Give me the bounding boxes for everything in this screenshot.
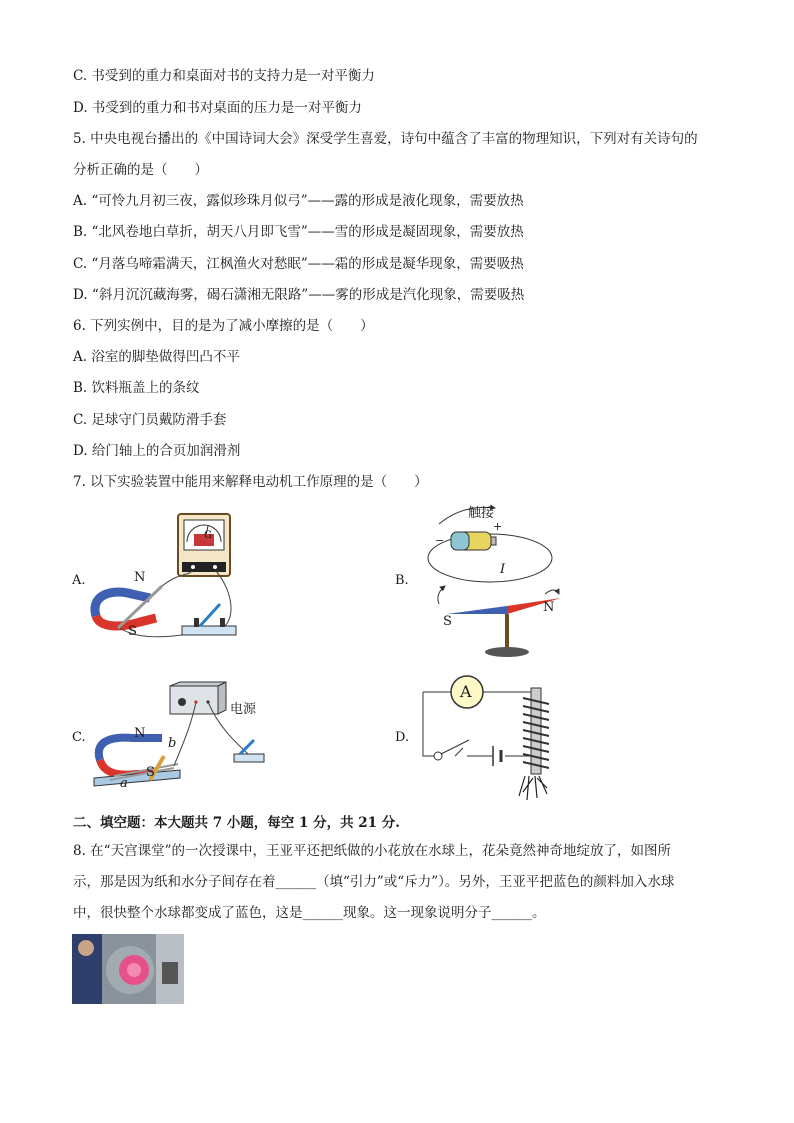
figure-b-s: S	[443, 614, 452, 629]
figure-d-drawing	[395, 668, 565, 808]
figure-c-n: N	[134, 726, 146, 741]
option-d-q4: D. 书受到的重力和书对桌面的压力是一对平衡力	[73, 100, 362, 116]
figure-a-drawing	[70, 510, 240, 645]
figure-b-current: I	[500, 562, 506, 577]
figure-d-label: D.	[395, 730, 410, 745]
figure-b-plus: +	[493, 520, 503, 533]
question-7: 7. 以下实验装置中能用来解释电动机工作原理的是（ ）	[73, 474, 428, 490]
figure-a	[70, 510, 240, 645]
question-6: 6. 下列实例中，目的是为了减小摩擦的是（ ）	[73, 318, 374, 334]
figure-a-g: G	[204, 530, 212, 541]
question-5-line2: 分析正确的是（ ）	[73, 162, 208, 178]
figure-d-ammeter: A	[460, 682, 472, 701]
figure-c-label: C.	[72, 730, 86, 745]
question-8-line1: 8. 在“天宫课堂”的一次授课中，王亚平还把纸做的小花放在水球上，花朵竟然神奇地绽放了，如图所	[73, 843, 671, 859]
figure-c	[70, 680, 270, 795]
figure-a-label: A.	[72, 573, 86, 588]
option-a-q5: A. “可怜九月初三夜，露似珍珠月似弓”——露的形成是液化现象，需要放热	[73, 193, 524, 209]
question-5-line1: 5. 中央电视台播出的《中国诗词大会》深受学生喜爱，诗句中蕴含了丰富的物理知识，下列对有关诗句的	[73, 131, 698, 147]
figure-a-n: N	[134, 570, 146, 585]
option-c-q6: C. 足球守门员戴防滑手套	[73, 412, 227, 428]
option-d-q6: D. 给门轴上的合页加润滑剂	[73, 443, 241, 459]
figure-b-label: B.	[395, 573, 409, 588]
option-c-q4: C. 书受到的重力和桌面对书的支持力是一对平衡力	[73, 68, 375, 84]
photo-paper-flower	[72, 934, 184, 1004]
option-a-q6: A. 浴室的脚垫做得凹凸不平	[73, 349, 240, 365]
figure-c-s: S	[146, 765, 155, 780]
figure-c-a: a	[120, 776, 128, 791]
figure-c-b: b	[168, 736, 177, 751]
figure-d	[395, 668, 565, 808]
question-8-line2: 示，那是因为纸和水分子间存在着______（填“引力”或“斥力”）。另外，王亚平把蓝色的颜料加入水球	[73, 874, 675, 890]
figure-a-s: S	[128, 624, 137, 639]
section-2-heading: 二、填空题：本大题共 7 小题，每空 1 分，共 21 分.	[73, 815, 400, 831]
figure-b-minus: −	[435, 534, 445, 547]
figure-c-power: 电源	[230, 702, 257, 717]
question-8-line3: 中，很快整个水球都变成了蓝色，这是______现象。这一现象说明分子______。	[73, 905, 546, 921]
option-d-q5: D. “斜月沉沉藏海雾，碣石潇湘无限路”——雾的形成是汽化现象，需要吸热	[73, 287, 525, 303]
option-b-q6: B. 饮料瓶盖上的条纹	[73, 380, 200, 396]
figure-b-n: N	[543, 600, 555, 615]
figure-b	[395, 500, 575, 660]
figure-b-touch: 触接	[468, 506, 495, 521]
option-c-q5: C. “月落乌啼霜满天，江枫渔火对愁眠”——霜的形成是凝华现象，需要吸热	[73, 256, 524, 272]
option-b-q5: B. “北风卷地白草折，胡天八月即飞雪”——雪的形成是凝固现象，需要放热	[73, 224, 524, 240]
figure-b-drawing	[395, 500, 575, 660]
